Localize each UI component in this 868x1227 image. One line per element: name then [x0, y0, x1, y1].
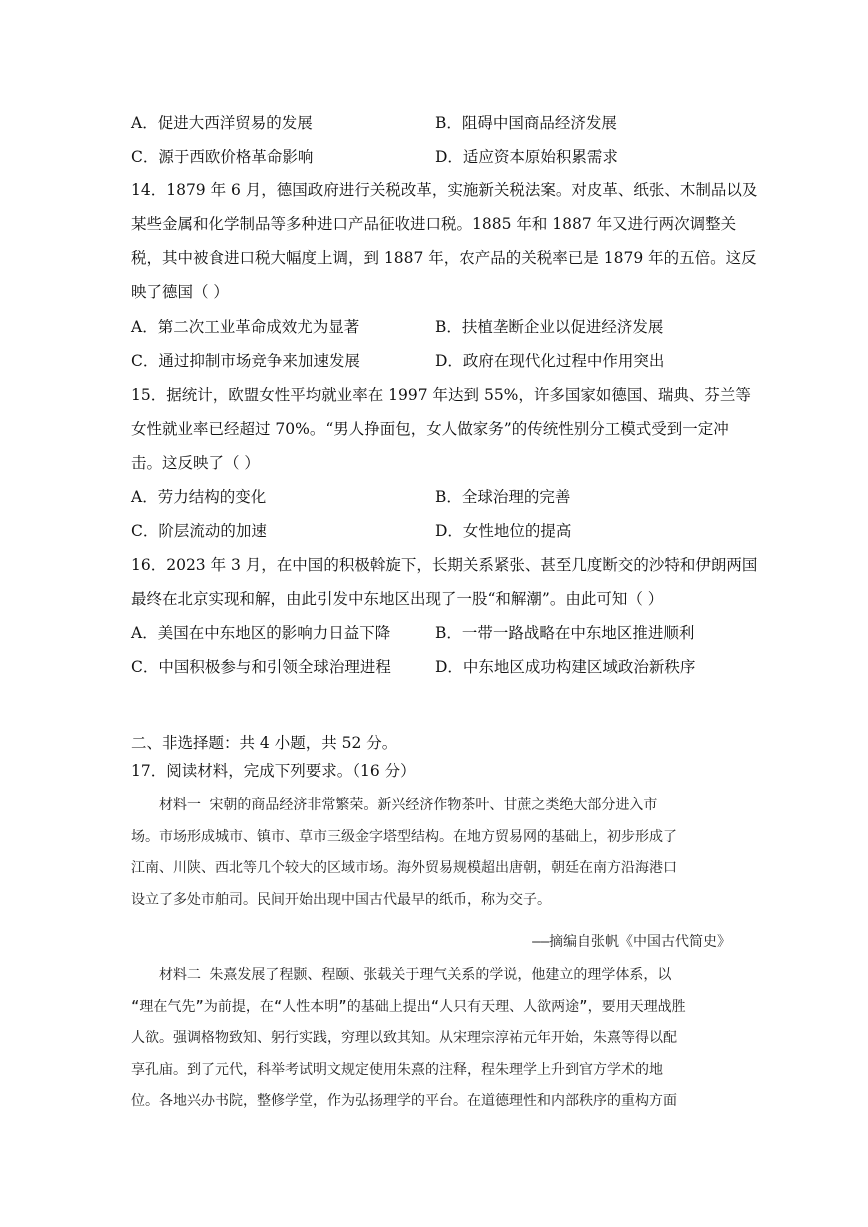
question-15-line: 击。这反映了（ ）: [131, 454, 260, 472]
material-one-line: 设立了多处市舶司。民间开始出现中国古代最早的纸币，称为交子。: [131, 891, 551, 908]
material-two: [131, 960, 731, 1118]
q13-option-d[interactable]: D．适应资本原始积累需求: [435, 148, 618, 166]
q14-options-row-2: [131, 344, 731, 378]
q14-option-d[interactable]: D．政府在现代化过程中作用突出: [435, 352, 665, 370]
q15-option-d[interactable]: D．女性地位的提高: [435, 522, 572, 540]
material-one-source: ——摘编自张帆《中国古代简史》: [532, 934, 731, 950]
q16-option-a[interactable]: A．美国在中东地区的影响力日益下降: [131, 624, 391, 642]
q16-option-b[interactable]: B．一带一路战略在中东地区推进顺利: [435, 624, 695, 642]
material-two-line: 人欲。强调格物致知、躬行实践，穷理以致其知。从宋理宗淳祐元年开始，朱熹等得以配: [131, 1030, 677, 1046]
material-two-line: “理在气先”为前提，在“人性本明”的基础上提出“人只有天理、人欲两途”，要用天理战胜: [131, 998, 686, 1015]
question-15: [131, 378, 751, 480]
q15-option-a[interactable]: A．劳力结构的变化: [131, 488, 267, 506]
q16-option-d[interactable]: D．中东地区成功构建区域政治新秩序: [435, 658, 696, 676]
material-two-line: 位。各地兴办书院，整修学堂，作为弘扬理学的平台。在道德理性和内部秩序的重构方面: [131, 1093, 677, 1109]
material-two-line: 材料二 朱熹发展了程颢、程颐、张载关于理气关系的学说，他建立的理学体系，以: [159, 967, 672, 983]
question-15-line: 女性就业率已经超过 70%。“男人挣面包，女人做家务”的传统性别分工模式受到一定冲: [131, 420, 729, 438]
material-one-line: 场。市场形成城市、镇市、草市三级金字塔型结构。在地方贸易网的基础上，初步形成了: [131, 828, 677, 845]
q14-options-row-1: [131, 310, 731, 344]
q16-options-row-2: [131, 650, 731, 684]
material-two-line: 享孔庙。到了元代，科举考试明文规定使用朱熹的注释，程朱理学上升到官方学术的地: [131, 1061, 663, 1078]
q14-options: [131, 310, 731, 378]
q16-options: [131, 616, 731, 684]
q15-option-b[interactable]: B．全球治理的完善: [435, 488, 571, 506]
question-17-prompt: 17．阅读材料，完成下列要求。（16 分）: [131, 762, 416, 780]
q13-option-a[interactable]: A．促进大西洋贸易的发展: [131, 114, 313, 132]
q13-options-row-1: [131, 106, 731, 140]
section-heading: 二、非选择题：共 4 小题，共 52 分。: [131, 734, 398, 752]
q15-option-c[interactable]: C．阶层流动的加速: [131, 522, 267, 540]
q13-option-b[interactable]: B．阻碍中国商品经济发展: [435, 114, 617, 132]
q15-options-row-2: [131, 514, 731, 548]
question-14-line: 税，其中被食进口税大幅度上调，到 1887 年，农产品的关税率已是 1879 年的五倍。这反: [131, 249, 757, 267]
material-one-line: 材料一 宋朝的商品经济非常繁荣。新兴经济作物茶叶、甘蔗之类绝大部分进入市: [159, 797, 658, 813]
material-one-line: 江南、川陕、西北等几个较大的区域市场。海外贸易规模超出唐朝，朝廷在南方沿海港口: [131, 860, 677, 876]
question-15-line: 15．据统计，欧盟女性平均就业率在 1997 年达到 55%，许多国家如德国、瑞典、芬兰等: [131, 386, 751, 404]
question-16: [131, 548, 758, 616]
question-14-line: 14．1879 年 6 月，德国政府进行关税改革，实施新关税法案。对皮革、纸张、木制品以及: [131, 181, 758, 199]
question-14-line: 某些金属和化学制品等多种进口产品征收进口税。1885 年和 1887 年又进行两次调整关: [131, 215, 737, 233]
question-16-line: 16．2023 年 3 月，在中国的积极斡旋下，长期关系紧张、甚至几度断交的沙特和伊朗两国: [131, 556, 758, 574]
q13-option-c[interactable]: C．源于西欧价格革命影响: [131, 148, 314, 166]
question-14: [131, 173, 758, 309]
question-14-line: 映了德国（ ）: [131, 283, 229, 301]
question-16-line: 最终在北京实现和解，由此引发中东地区出现了一股“和解潮”。由此可知（ ）: [131, 590, 664, 608]
q16-option-c[interactable]: C．中国积极参与和引领全球治理进程: [131, 658, 391, 676]
q13-options: [131, 106, 731, 174]
q16-options-row-1: [131, 616, 731, 650]
q13-options-row-2: [131, 140, 731, 174]
q14-option-b[interactable]: B．扶植垄断企业以促进经济发展: [435, 318, 664, 336]
material-one: [131, 790, 731, 916]
q15-options-row-1: [131, 480, 731, 514]
q15-options: [131, 480, 731, 548]
q14-option-a[interactable]: A．第二次工业革命成效尤为显著: [131, 318, 360, 336]
q14-option-c[interactable]: C．通过抑制市场竞争来加速发展: [131, 352, 360, 370]
